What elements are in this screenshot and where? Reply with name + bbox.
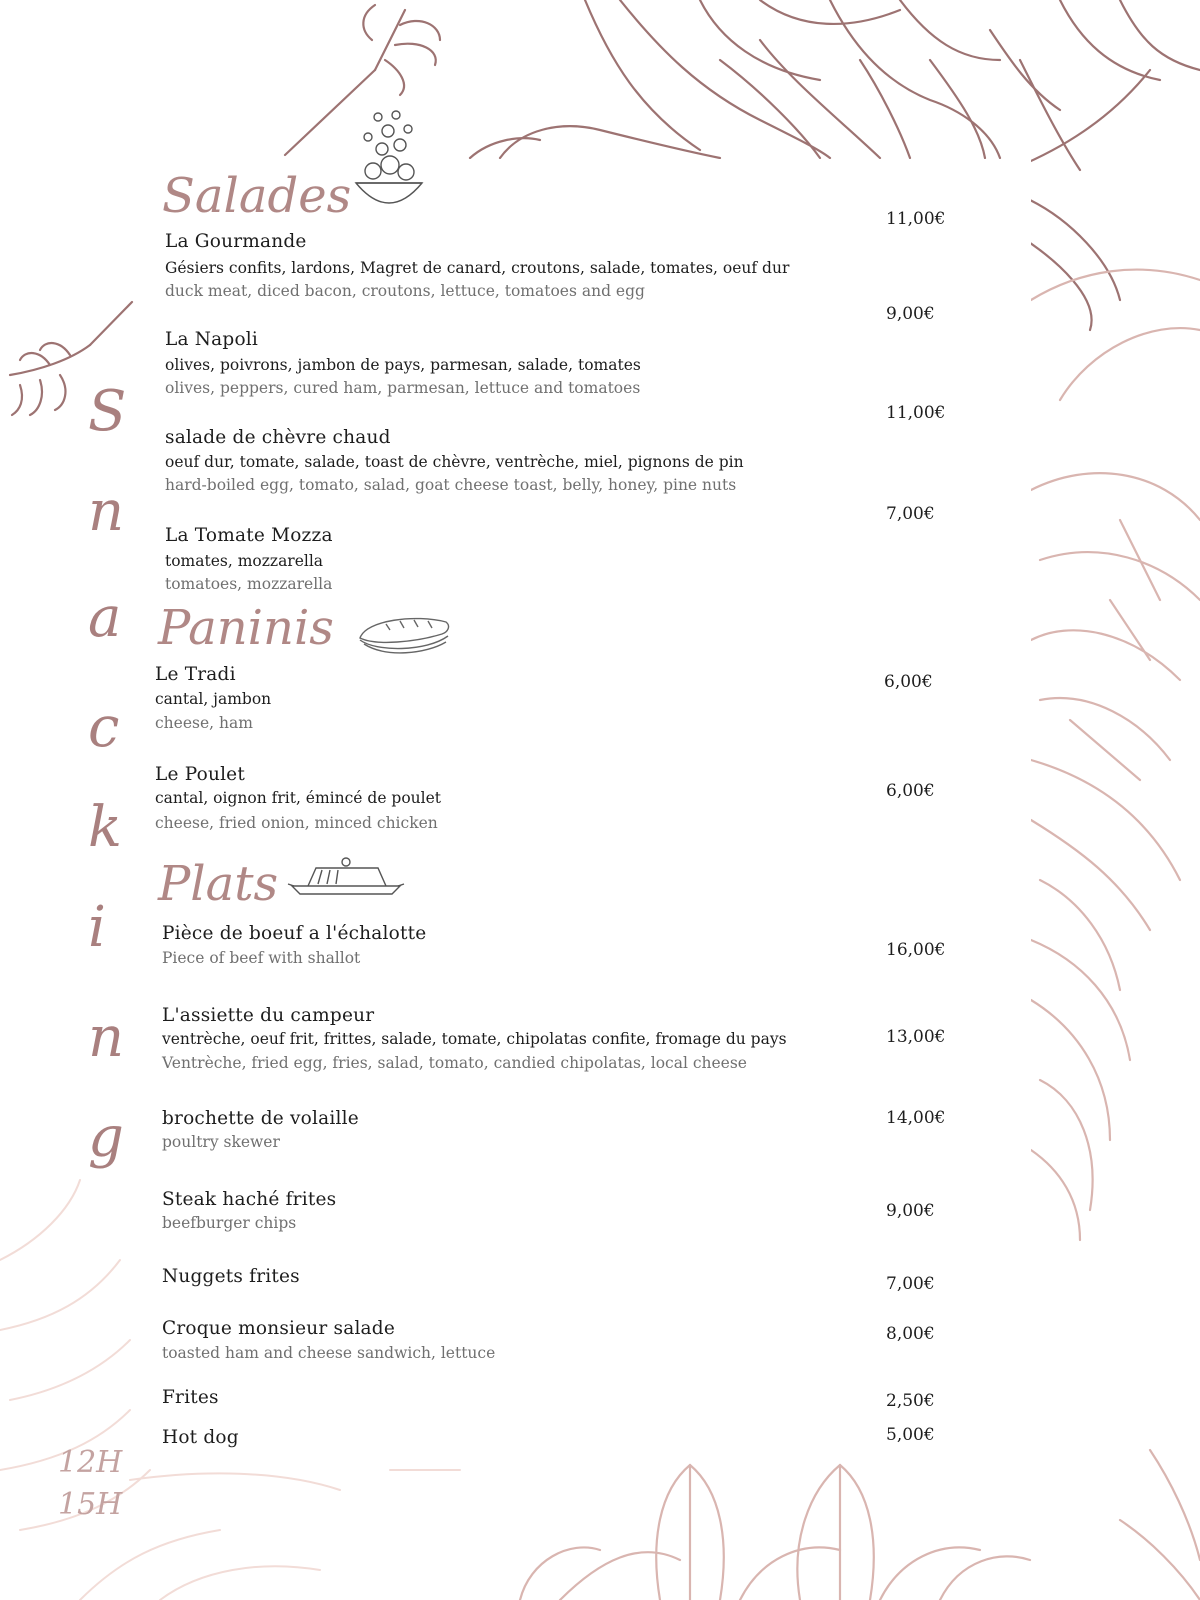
menu-item-description-en: cheese, fried onion, minced chicken bbox=[155, 814, 438, 832]
menu-item-description-fr: tomates, mozzarella bbox=[165, 552, 324, 570]
menu-item-description-en: poultry skewer bbox=[162, 1133, 280, 1151]
section-title-paninis: Paninis bbox=[158, 600, 334, 656]
menu-item-name: Steak haché frites bbox=[162, 1189, 337, 1210]
side-title-letter: n bbox=[88, 1005, 125, 1070]
menu-item-name: L'assiette du campeur bbox=[162, 1005, 375, 1026]
menu-item-price: 9,00€ bbox=[886, 304, 935, 324]
section-title-plats: Plats bbox=[158, 856, 279, 912]
menu-item-description-en: duck meat, diced bacon, croutons, lettuce, tomatoes and egg bbox=[165, 282, 645, 300]
side-title-letter: S bbox=[88, 379, 127, 444]
menu-item-price: 5,00€ bbox=[886, 1425, 935, 1445]
menu-item-price: 16,00€ bbox=[886, 940, 946, 960]
side-title-letter: k bbox=[88, 795, 122, 860]
menu-item-price: 7,00€ bbox=[886, 504, 935, 524]
menu-item-name: Le Tradi bbox=[155, 664, 236, 685]
menu-item-name: Nuggets frites bbox=[162, 1266, 300, 1287]
menu-item-description-en: toasted ham and cheese sandwich, lettuce bbox=[162, 1344, 496, 1362]
cloche-dish-icon bbox=[286, 856, 406, 902]
sandwich-icon bbox=[356, 612, 452, 660]
side-title-letter: n bbox=[88, 479, 125, 544]
menu-item-name: Croque monsieur salade bbox=[162, 1318, 395, 1339]
opening-hour-start: 12H bbox=[58, 1445, 123, 1480]
menu-item-description-fr: cantal, oignon frit, émincé de poulet bbox=[155, 789, 442, 807]
menu-item-price: 7,00€ bbox=[886, 1274, 935, 1294]
menu-item-description-fr: olives, poivrons, jambon de pays, parmesan, salade, tomates bbox=[165, 356, 641, 374]
menu-item-price: 6,00€ bbox=[886, 781, 935, 801]
menu-item-price: 6,00€ bbox=[884, 672, 933, 692]
opening-hour-end: 15H bbox=[58, 1487, 123, 1522]
menu-item-description-en: hard-boiled egg, tomato, salad, goat cheese toast, belly, honey, pine nuts bbox=[165, 476, 737, 494]
menu-item-description-fr: Gésiers confits, lardons, Magret de canard, croutons, salade, tomates, oeuf dur bbox=[165, 259, 790, 277]
menu-item-description-en: cheese, ham bbox=[155, 714, 253, 732]
menu-item-price: 11,00€ bbox=[886, 403, 946, 423]
menu-item-name: La Napoli bbox=[165, 329, 259, 350]
menu-item-description-fr: ventrèche, oeuf frit, frittes, salade, tomate, chipolatas confite, fromage du pays bbox=[162, 1030, 787, 1048]
menu-panel bbox=[135, 159, 1031, 1459]
menu-item-name: La Gourmande bbox=[165, 231, 307, 252]
salad-bowl-icon bbox=[348, 105, 430, 223]
menu-item-description-en: beefburger chips bbox=[162, 1214, 297, 1232]
menu-item-description-fr: cantal, jambon bbox=[155, 690, 272, 708]
side-title-letter: g bbox=[88, 1105, 124, 1170]
side-title-letter: i bbox=[88, 895, 106, 960]
menu-item-price: 2,50€ bbox=[886, 1391, 935, 1411]
menu-item-name: Pièce de boeuf a l'échalotte bbox=[162, 923, 427, 944]
menu-item-price: 14,00€ bbox=[886, 1108, 946, 1128]
menu-item-price: 8,00€ bbox=[886, 1324, 935, 1344]
menu-item-name: brochette de volaille bbox=[162, 1108, 359, 1129]
menu-item-name: salade de chèvre chaud bbox=[165, 427, 391, 448]
menu-item-name: Hot dog bbox=[162, 1427, 239, 1448]
menu-item-description-fr: oeuf dur, tomate, salade, toast de chèvre, ventrèche, miel, pignons de pin bbox=[165, 453, 744, 471]
menu-item-description-en: olives, peppers, cured ham, parmesan, lettuce and tomatoes bbox=[165, 379, 641, 397]
menu-item-description-en: Ventrèche, fried egg, fries, salad, tomato, candied chipolatas, local cheese bbox=[162, 1054, 747, 1072]
menu-item-name: Frites bbox=[162, 1387, 219, 1408]
side-title-letter: a bbox=[88, 585, 122, 650]
menu-item-description-en: tomatoes, mozzarella bbox=[165, 575, 333, 593]
menu-item-price: 11,00€ bbox=[886, 209, 946, 229]
section-title-salades: Salades bbox=[162, 168, 352, 224]
side-title-letter: c bbox=[88, 695, 120, 760]
menu-item-description-en: Piece of beef with shallot bbox=[162, 949, 361, 967]
menu-item-price: 9,00€ bbox=[886, 1201, 935, 1221]
menu-item-name: Le Poulet bbox=[155, 764, 245, 785]
menu-item-price: 13,00€ bbox=[886, 1027, 946, 1047]
menu-item-name: La Tomate Mozza bbox=[165, 525, 333, 546]
